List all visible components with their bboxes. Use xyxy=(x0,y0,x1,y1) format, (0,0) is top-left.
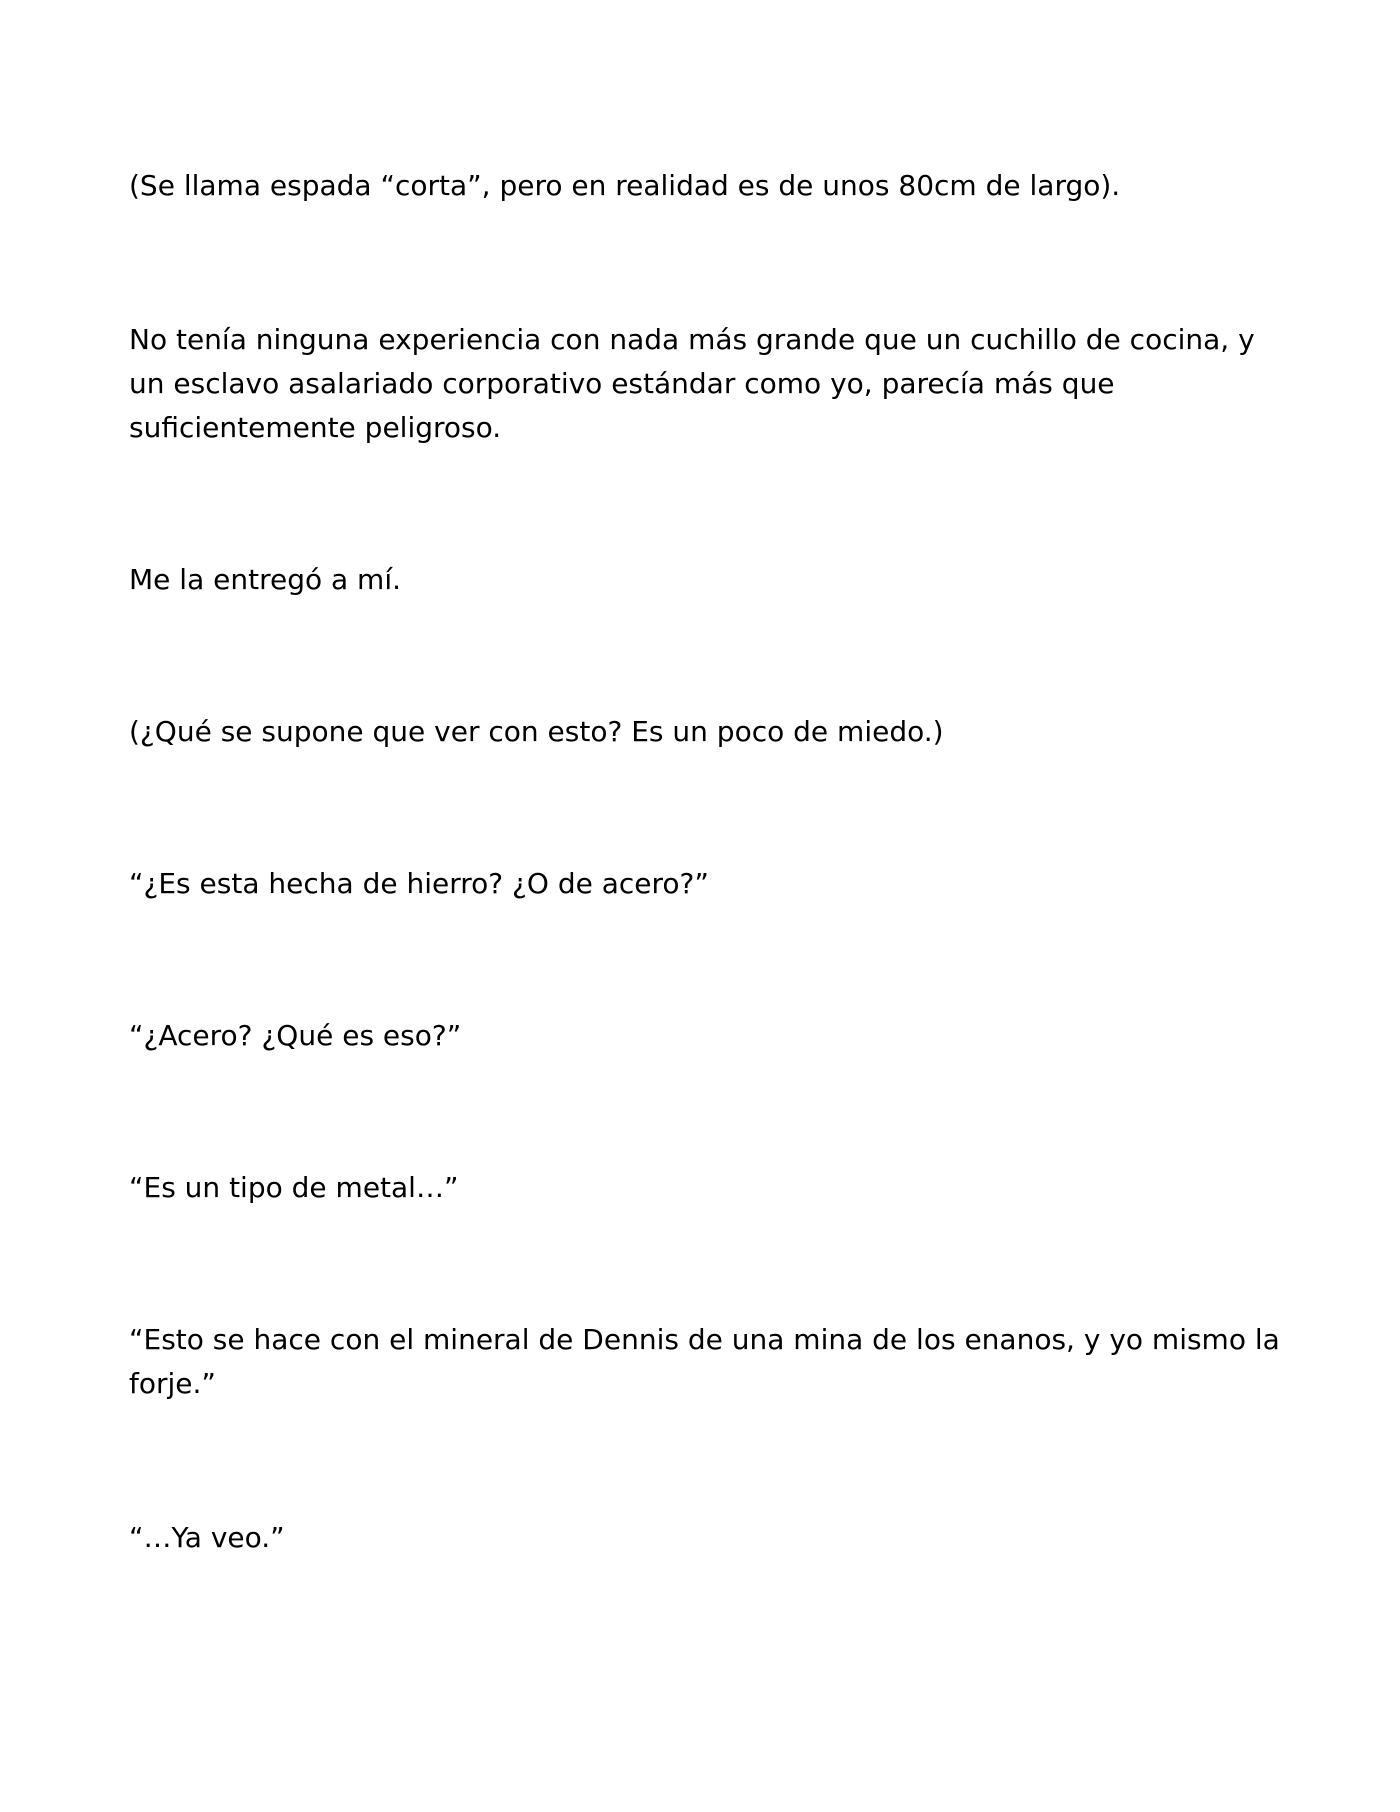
paragraph-6: “¿Acero? ¿Qué es eso?” xyxy=(129,1019,462,1052)
paragraph-1: (Se llama espada “corta”, pero en realidad es de unos 80cm de largo). xyxy=(129,169,1121,202)
paragraph-3: Me la entregó a mí. xyxy=(129,563,402,596)
paragraph-5: “¿Es esta hecha de hierro? ¿O de acero?” xyxy=(129,867,709,900)
paragraph-9: “…Ya veo.” xyxy=(129,1521,285,1554)
paragraph-7: “Es un tipo de metal…” xyxy=(129,1171,459,1204)
paragraph-2: No tenía ninguna experiencia con nada más grande que un cuchillo de cocina, y un esclavo asalariado corporativo estándar como yo, parecía más que suficientemente peligroso. xyxy=(129,323,1255,444)
paragraph-4: (¿Qué se supone que ver con esto? Es un poco de miedo.) xyxy=(129,715,944,748)
paragraph-8: “Esto se hace con el mineral de Dennis de una mina de los enanos, y yo mismo la forje.” xyxy=(129,1323,1280,1400)
